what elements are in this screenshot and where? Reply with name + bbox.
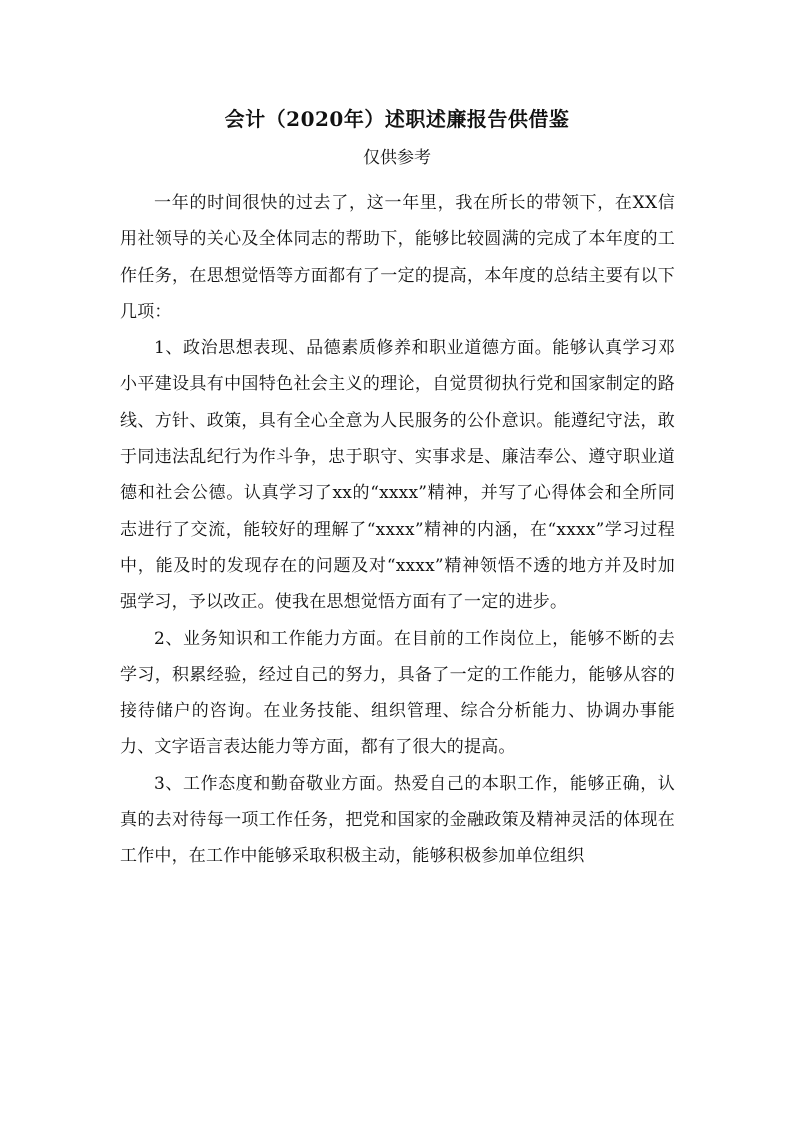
document-subtitle: 仅供参考 xyxy=(363,148,431,168)
paragraph-intro: 一年的时间很快的过去了，这一年里，我在所长的带领下，在XX信用社领导的关心及全体同志的帮助下，能够比较圆满的完成了本年度的工作任务，在思想觉悟等方面都有了一定的提高，本年度的总结主要有以下几项： xyxy=(120,193,675,322)
document-title: 会计（2020年）述职述廉报告供借鉴 xyxy=(224,107,570,131)
paragraph-political: 1、政治思想表现、品德素质修养和职业道德方面。能够认真学习邓小平建设具有中国特色社会主义的理论，自觉贯彻执行党和国家制定的路线、方针、政策，具有全心全意为人民服务的公仆意识。能遵纪守法，敢于同违法乱纪行为作斗争，忠于职守、实事求是、廉洁奉公、遵守职业道德和社会公德。认真学习了xx的“xxxx”精神，并写了心得体会和全所同志进行了交流，能较好的理解了“xxxx”精神的内涵，在“xxxx”学习过程中，能及时的发现存在的问题及对“xxxx”精神领悟不透的地方并及时加强学习，予以改正。使我在思想觉悟方面有了一定的进步。 xyxy=(120,338,675,613)
paragraph-skills: 2、业务知识和工作能力方面。在目前的工作岗位上，能够不断的去学习，积累经验，经过自己的努力，具备了一定的工作能力，能够从容的接待储户的咨询。在业务技能、组织管理、综合分析能力、协调办事能力、文字语言表达能力等方面，都有了很大的提高。 xyxy=(120,628,675,758)
paragraph-attitude: 3、工作态度和勤奋敬业方面。热爱自己的本职工作，能够正确，认真的去对待每一项工作任务，把党和国家的金融政策及精神灵活的体现在工作中，在工作中能够采取积极主动，能够积极参加单位组织 xyxy=(120,773,675,867)
document-body xyxy=(120,185,675,875)
